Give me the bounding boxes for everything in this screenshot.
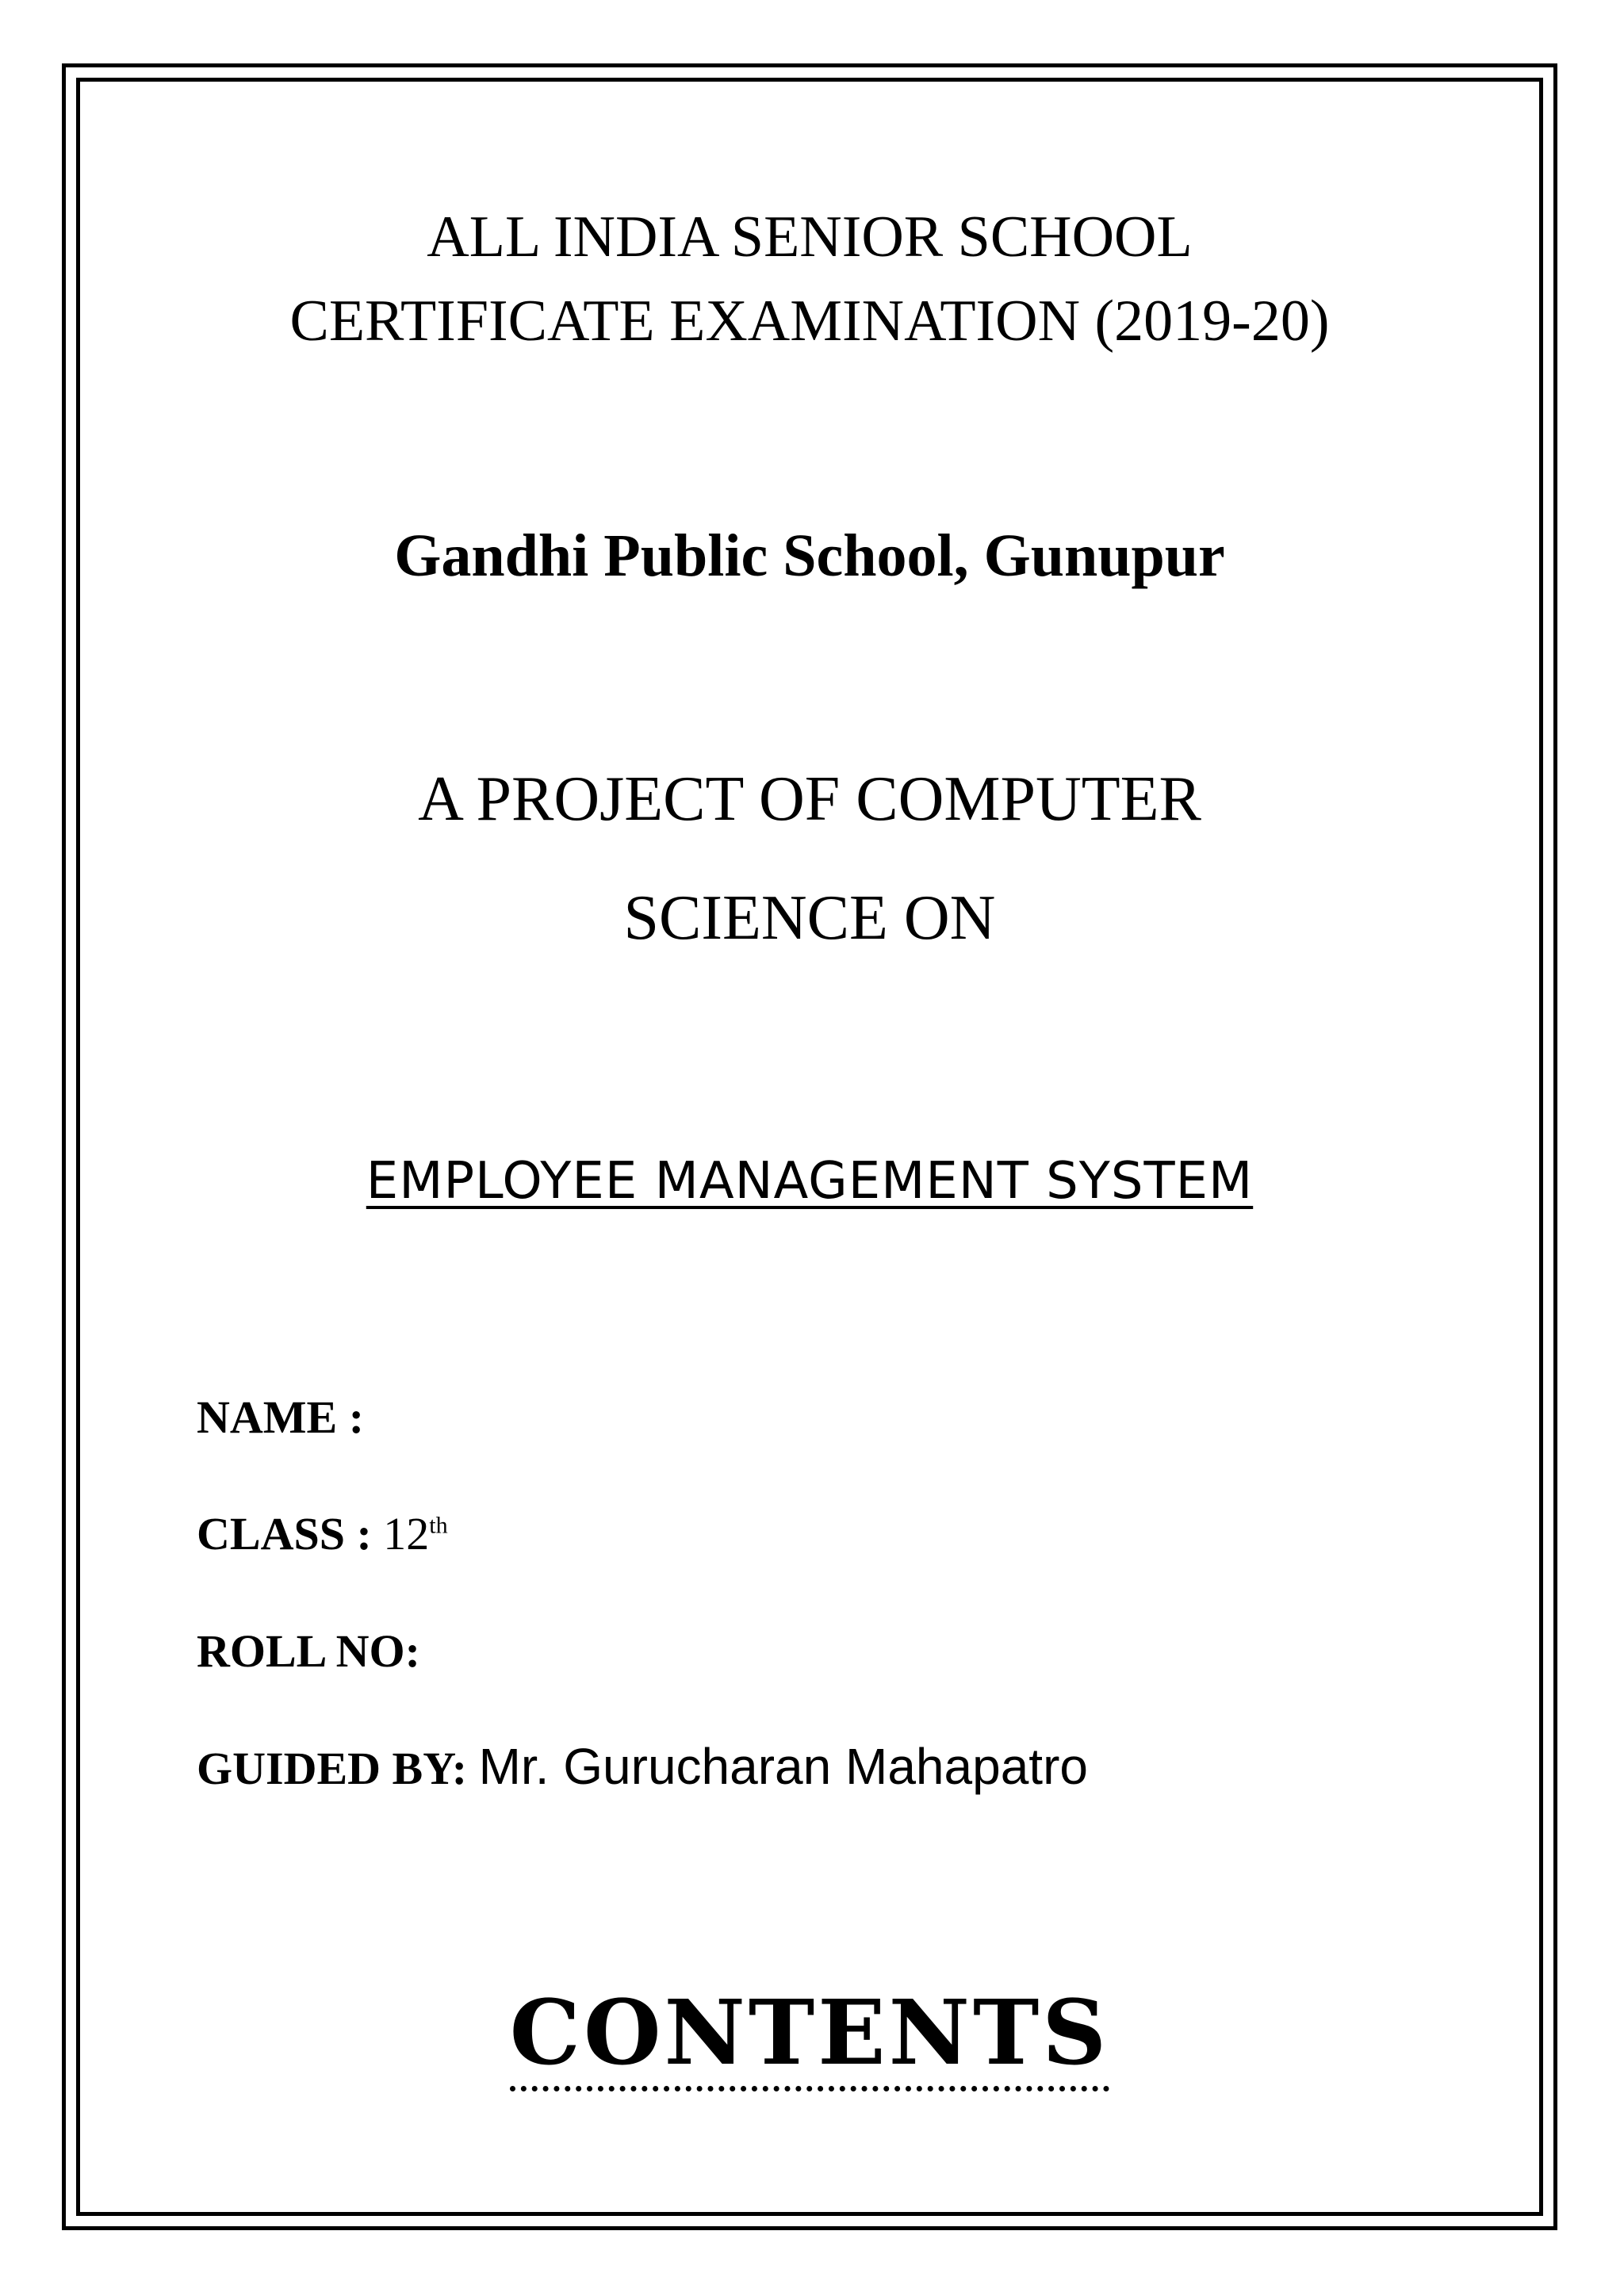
contents-heading: CONTENTS <box>510 1986 1109 2091</box>
name-field <box>197 1391 365 1443</box>
school-name: Gandhi Public School, Gunupur <box>394 522 1225 589</box>
roll-label: ROLL NO: <box>197 1625 420 1677</box>
name-label: NAME : <box>197 1391 365 1443</box>
roll-field <box>197 1625 420 1677</box>
project-title-block <box>76 1154 1543 1209</box>
class-value: 12 <box>383 1508 430 1559</box>
guide-field <box>197 1738 1088 1795</box>
class-label: CLASS : <box>197 1508 372 1559</box>
contents-block <box>76 1981 1543 2091</box>
project-line-2: SCIENCE ON <box>623 883 996 953</box>
guide-value: Mr. Gurucharan Mahapatro <box>478 1738 1088 1795</box>
page-border-inner <box>76 78 1543 2216</box>
guide-label: GUIDED BY: <box>197 1743 468 1794</box>
exam-title-line-2: CERTIFICATE EXAMINATION (2019-20) <box>289 289 1330 354</box>
project-title: EMPLOYEE MANAGEMENT SYSTEM <box>366 1152 1254 1211</box>
project-line-1: A PROJECT OF COMPUTER <box>418 764 1201 834</box>
class-suffix: th <box>429 1512 448 1539</box>
class-field <box>197 1510 448 1558</box>
exam-title-line-1: ALL INDIA SENIOR SCHOOL <box>427 205 1193 270</box>
